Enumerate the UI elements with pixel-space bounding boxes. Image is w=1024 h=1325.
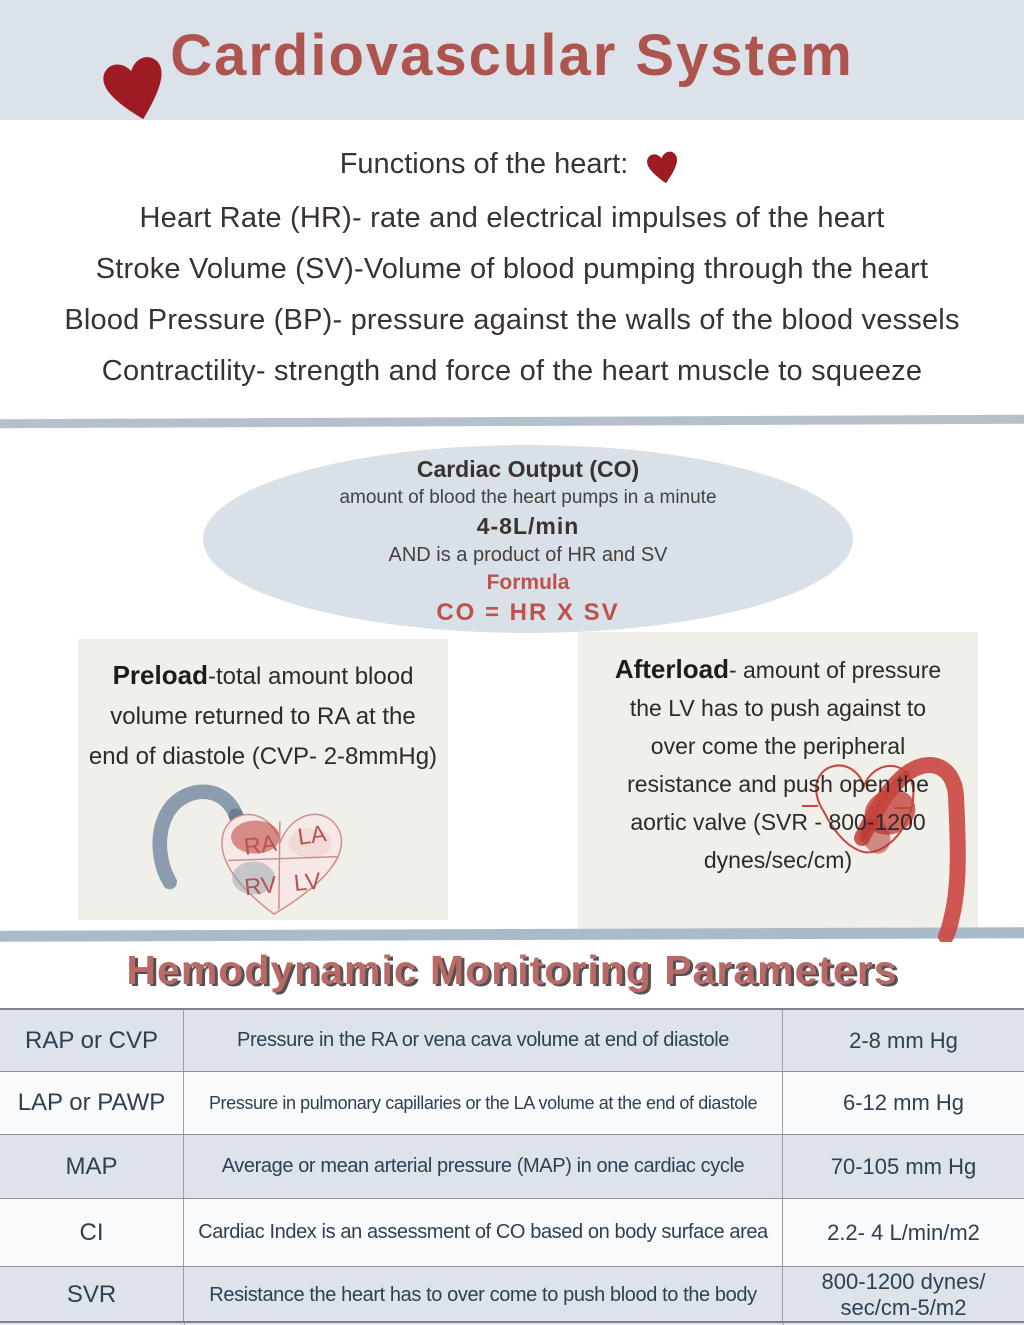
description-cell: Resistance the heart has to over come to push blood to the body xyxy=(184,1267,783,1323)
value-cell: 800-1200 dynes/ sec/cm-5/m2 xyxy=(821,1269,986,1320)
chamber-label-lv: LV xyxy=(292,867,323,897)
function-line: Blood Pressure (BP)- pressure against the walls of the blood vessels xyxy=(64,304,960,336)
value-cell: 70-105 mm Hg xyxy=(830,1153,977,1179)
title-band xyxy=(0,0,1024,120)
formula-label: Formula xyxy=(486,570,570,594)
value-cell: 6-12 mm Hg xyxy=(842,1090,965,1115)
functions-section xyxy=(0,142,1024,406)
page-title: Cardiovascular System xyxy=(170,23,854,88)
description-cell: Average or mean arterial pressure (MAP) in one cardiac cycle xyxy=(184,1135,783,1198)
param-cell: LAP or PAWP xyxy=(0,1072,184,1134)
function-line: Contractility- strength and force of the heart muscle to squeeze xyxy=(101,355,923,387)
table-cutoff-edge xyxy=(0,1321,1024,1325)
chamber-label-ra: RA xyxy=(242,829,279,860)
preload-definition-text: -total amount blood volume returned to RA at the end of diastole (CVP- 2-8mmHg) xyxy=(88,663,438,770)
table-row xyxy=(0,1071,1024,1134)
functions-heading xyxy=(0,142,1024,186)
afterload-term: Afterload xyxy=(614,654,729,684)
section-divider xyxy=(0,415,1024,429)
param-cell: CI xyxy=(0,1199,184,1266)
cardiac-output-oval xyxy=(203,445,853,633)
function-line: Heart Rate (HR)- rate and electrical impulses of the heart xyxy=(139,202,885,234)
cardiac-output-product-note: AND is a product of HR and SV xyxy=(388,543,668,566)
afterload-definition-text: - amount of pressure the LV has to push against to over come the peripheral resistance and push open the aortic valve (SVR - 800-1200 dynes/sec/cm) xyxy=(627,657,942,873)
param-cell: RAP or CVP xyxy=(0,1010,184,1071)
table-row xyxy=(0,1134,1024,1198)
value-cell: 2.2- 4 L/min/m2 xyxy=(827,1219,980,1245)
description-cell: Cardiac Index is an assessment of CO based on body surface area xyxy=(184,1199,783,1266)
table-row xyxy=(0,1198,1024,1266)
description-cell: Pressure in the RA or vena cava volume at end of diastole xyxy=(184,1010,783,1071)
preload-term: Preload xyxy=(112,660,208,690)
param-cell: SVR xyxy=(0,1267,184,1323)
afterload-card xyxy=(578,632,978,930)
function-line: Stroke Volume (SV)-Volume of blood pumping through the heart xyxy=(95,253,929,285)
chamber-label-la: LA xyxy=(295,820,328,850)
cardiac-output-description: amount of blood the heart pumps in a minute xyxy=(339,486,717,508)
table-row xyxy=(0,1010,1024,1071)
cardiac-output-range: 4-8L/min xyxy=(476,512,580,539)
parameters-table xyxy=(0,1008,1024,1321)
formula-text: CO = HR X SV xyxy=(436,598,620,626)
parameters-heading: Hemodynamic Monitoring Parameters xyxy=(126,947,898,993)
functions-heading-label: Functions of the heart: xyxy=(339,147,629,180)
value-cell: 2-8 mm Hg xyxy=(849,1027,958,1053)
param-cell: MAP xyxy=(0,1135,184,1198)
heart-chambers-diagram xyxy=(148,763,400,919)
preload-card xyxy=(78,639,448,920)
description-cell: Pressure in pulmonary capillaries or the LA volume at the end of diastole xyxy=(184,1072,783,1134)
preload-definition xyxy=(78,639,448,777)
heart-icon xyxy=(639,143,687,190)
chamber-label-rv: RV xyxy=(243,871,278,901)
afterload-definition xyxy=(604,632,952,879)
cardiac-output-title: Cardiac Output (CO) xyxy=(416,455,640,482)
table-row xyxy=(0,1266,1024,1321)
